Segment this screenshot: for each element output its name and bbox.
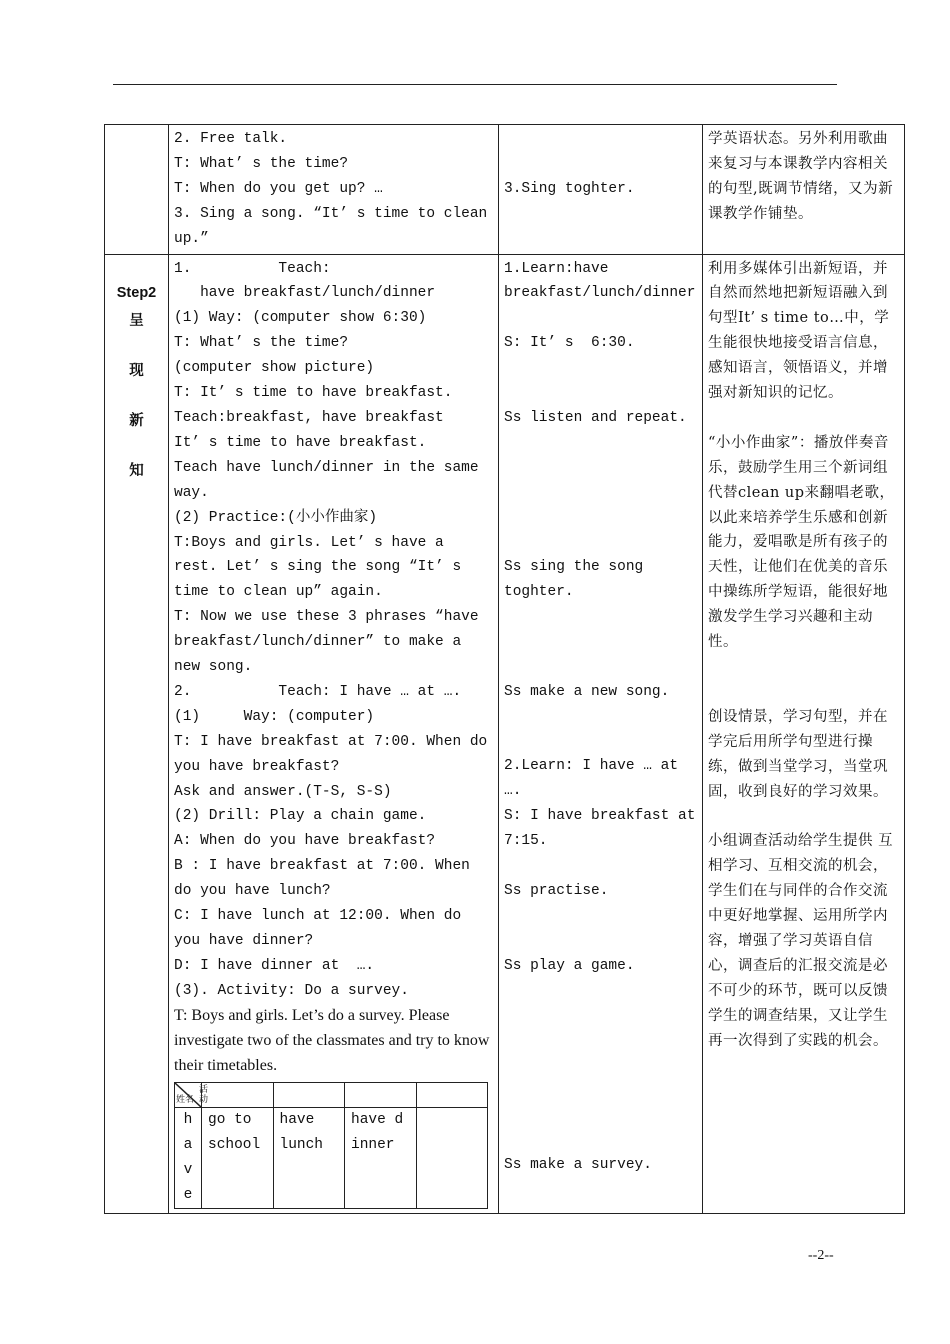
table-row <box>105 254 905 1214</box>
teacher-line: C: I have lunch at 12:00. When do you have dinner? <box>174 908 470 949</box>
teacher-line: 3. Sing a song. “It’ s time to clean up.” <box>174 205 496 247</box>
student-line: 3.Sing toghter. <box>504 180 635 197</box>
teacher-line: 1. Teach: <box>174 260 331 277</box>
teacher-line: B : I have breakfast at 7:00. When do you have lunch? <box>174 858 479 900</box>
purpose-text: 小组调查活动给学生提供 互相学习、互相交流的机会，学生们在与同伴的合作交流中更好地掌握、运用所学内容，增强了学习英语自信心，调查后的汇报交流是必不可少的环节，既可以反馈学生的调查结果，又让学生再一次得到了实践的机会。 <box>708 833 894 1049</box>
student-line: Ss listen and repeat. <box>504 409 687 426</box>
teacher-line: T: It’ s time to have breakfast. <box>174 385 453 402</box>
student-activity-cell <box>499 125 703 255</box>
teacher-line: T: What’ s the time? <box>174 335 349 352</box>
teacher-line: T:Boys and girls. Let’ s have a rest. Let’ s sing the song “It’ s time to clean up” again. <box>174 534 470 601</box>
student-line: S: It’ s 6:30. <box>504 335 635 352</box>
have-letter: v <box>183 1162 193 1179</box>
teacher-line: D: I have dinner at …. <box>174 957 375 974</box>
student-line: Ss make a new song. <box>504 683 670 700</box>
student-line: 1.Learn:have breakfast/lunch/dinner <box>504 260 696 302</box>
teacher-line: It’ s time to have breakfast. <box>174 434 427 451</box>
teacher-line: T: When do you get up? … <box>174 180 383 197</box>
teacher-line: T: Now we use these 3 phrases “have breakfast/lunch/dinner” to make a new song. <box>174 609 488 676</box>
survey-col-label: go to school <box>208 1112 261 1154</box>
lesson-plan-table <box>104 124 905 1214</box>
survey-header-cell <box>345 1083 417 1108</box>
survey-table <box>174 1082 488 1209</box>
teacher-line: (1) Way: (computer) <box>174 708 375 725</box>
teacher-line: Teach have lunch/dinner in the same way. <box>174 459 488 501</box>
teacher-line: (1) Way: (computer show 6:30) <box>174 310 427 327</box>
teacher-line: have breakfast/lunch/dinner <box>174 285 436 302</box>
teacher-activity-cell <box>169 125 499 255</box>
teacher-line: (2) Practice:(小小作曲家) <box>174 509 378 526</box>
teacher-line: (2) Drill: Play a chain game. <box>174 808 427 825</box>
teacher-line: T: I have breakfast at 7:00. When do you have breakfast? <box>174 733 496 775</box>
have-letter: a <box>183 1137 193 1154</box>
student-activity-cell <box>499 254 703 1214</box>
purpose-cell <box>703 125 905 255</box>
teacher-line: Ask and answer.(T-S, S-S) <box>174 783 392 800</box>
survey-header-cell <box>273 1083 345 1108</box>
step-char: 知 <box>129 462 144 479</box>
step-label: Step2 <box>116 284 157 301</box>
have-letter: e <box>183 1187 193 1204</box>
teacher-line: 2. Free talk. <box>174 131 288 147</box>
survey-cell <box>345 1108 417 1209</box>
teacher-line: (3). Activity: Do a survey. <box>174 982 409 999</box>
diag-bottom-label: 姓名 <box>176 1095 195 1106</box>
teacher-line: (computer show picture) <box>174 360 375 377</box>
student-line: Ss practise. <box>504 882 609 899</box>
teacher-activity-cell <box>169 254 499 1214</box>
survey-instructions: T: Boys and girls. Let’s do a survey. Please investigate two of the classmates and try to know their timetables. <box>174 1006 494 1074</box>
teacher-line: 2. Teach: I have … at …. <box>174 683 462 700</box>
step-char: 新 <box>129 412 144 429</box>
purpose-text: 创设情景，学习句型，并在学完后用所学句型进行操练，做到当堂学习，当堂巩固，收到良好的学习效果。 <box>708 708 888 800</box>
survey-cell <box>273 1108 345 1209</box>
student-line: Ss sing the song toghter. <box>504 559 652 601</box>
survey-have-cell <box>175 1108 202 1209</box>
purpose-text: 学英语状态。另外利用歌曲来复习与本课教学内容相关的句型,既调节情绪，又为新课教学作铺垫。 <box>708 131 894 222</box>
step-char: 现 <box>129 362 144 379</box>
header-rule <box>113 84 837 85</box>
page-number: --2-- <box>808 1248 834 1263</box>
student-line: Ss make a survey. <box>504 1156 652 1173</box>
teacher-line: A: When do you have breakfast? <box>174 833 436 850</box>
survey-col-label: have lunch <box>279 1112 324 1154</box>
step-char: 呈 <box>129 312 144 329</box>
purpose-cell <box>703 254 905 1214</box>
survey-diagonal-header <box>175 1083 209 1108</box>
purpose-text: 利用多媒体引出新短语，并自然而然地把新短语融入到句型It’ s time to…中，学生能很快地接受语言信息，感知语言，领悟语义，并增强对新知识的记忆。 <box>708 260 890 402</box>
survey-cell <box>202 1108 274 1209</box>
have-letter: h <box>183 1112 193 1129</box>
survey-col-label: have dinner <box>351 1112 404 1154</box>
table-row <box>105 125 905 255</box>
step-cell-empty <box>105 125 169 255</box>
survey-cell <box>416 1108 488 1209</box>
teacher-line: Teach:breakfast, have breakfast <box>174 409 444 426</box>
student-line: Ss play a game. <box>504 957 635 974</box>
survey-header-cell <box>416 1083 488 1108</box>
purpose-text: “小小作曲家”：播放伴奏音乐，鼓励学生用三个新词组代替clean up来翻唱老歌，以此来培养学生乐感和创新能力，爱唱歌是所有孩子的天性，让他们在优美的音乐中操练所学短语，能很好地激发学生学习兴趣和主动性。 <box>708 434 895 651</box>
teacher-line: T: What’ s the time? <box>174 155 349 172</box>
diag-top-label: 活 动 <box>199 1085 209 1106</box>
student-line: 2.Learn: I have … at …. <box>504 758 687 800</box>
student-line: S: I have breakfast at 7:15. <box>504 808 705 850</box>
step-label-cell <box>105 254 169 1214</box>
survey-header-cell <box>202 1083 274 1108</box>
